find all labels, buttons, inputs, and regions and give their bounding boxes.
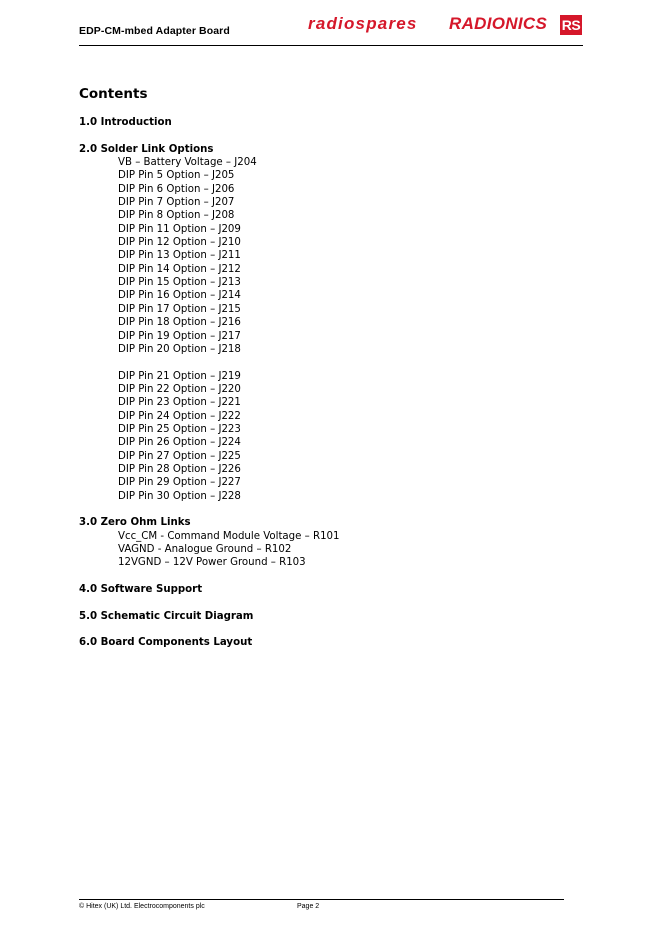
toc-entry: DIP Pin 20 Option – J218 <box>118 343 241 355</box>
toc-spacer <box>79 570 559 583</box>
radionics-logo: RADIONICS <box>449 14 548 33</box>
toc-section-title: 5.0 Schematic Circuit Diagram <box>79 610 254 622</box>
toc-entry: DIP Pin 13 Option – J211 <box>118 250 241 262</box>
toc-spacer <box>79 623 559 636</box>
toc-entry: DIP Pin 29 Option – J227 <box>118 477 241 489</box>
toc-entry: 12VGND – 12V Power Ground – R103 <box>118 557 306 569</box>
toc-entry: DIP Pin 15 Option – J213 <box>118 277 241 289</box>
toc-entry: DIP Pin 19 Option – J217 <box>118 330 241 342</box>
toc-entry: DIP Pin 18 Option – J216 <box>118 317 241 329</box>
toc-section-title: 2.0 Solder Link Options <box>79 143 214 155</box>
table-of-contents <box>79 116 559 650</box>
toc-entry: DIP Pin 6 Option – J206 <box>118 183 235 195</box>
toc-entry: VB – Battery Voltage – J204 <box>118 157 257 169</box>
toc-spacer <box>79 503 559 516</box>
toc-entry: DIP Pin 12 Option – J210 <box>118 237 241 249</box>
toc-entry: DIP Pin 5 Option – J205 <box>118 170 235 182</box>
toc-entry: DIP Pin 28 Option – J226 <box>118 463 241 475</box>
toc-entry: DIP Pin 21 Option – J219 <box>118 370 241 382</box>
toc-spacer <box>79 596 559 609</box>
toc-entry: DIP Pin 22 Option – J220 <box>118 383 241 395</box>
toc-entry: DIP Pin 23 Option – J221 <box>118 397 241 409</box>
footer-copyright: © Hitex (UK) Ltd. Electrocomponents plc <box>79 903 205 910</box>
toc-entry: DIP Pin 27 Option – J225 <box>118 450 241 462</box>
rs-logo-icon: RS <box>561 17 581 33</box>
toc-section-title: 4.0 Software Support <box>79 584 203 596</box>
toc-entry: DIP Pin 24 Option – J222 <box>118 410 241 422</box>
toc-entry: DIP Pin 11 Option – J209 <box>118 223 241 235</box>
toc-entry: DIP Pin 7 Option – J207 <box>118 197 235 209</box>
toc-entry: DIP Pin 26 Option – J224 <box>118 437 241 449</box>
toc-spacer <box>79 356 559 369</box>
toc-section-title: 3.0 Zero Ohm Links <box>79 517 191 529</box>
toc-section-title: 1.0 Introduction <box>79 117 172 128</box>
toc-entry: DIP Pin 17 Option – J215 <box>118 303 241 315</box>
page-number: Page 2 <box>297 903 320 910</box>
contents-heading: Contents <box>79 86 148 102</box>
toc-spacer <box>79 129 559 142</box>
toc-entry: DIP Pin 25 Option – J223 <box>118 423 241 435</box>
toc-section-title: 6.0 Board Components Layout <box>79 637 253 649</box>
toc-entry: DIP Pin 30 Option – J228 <box>118 490 241 502</box>
header-divider <box>79 45 583 46</box>
footer-divider <box>79 899 564 900</box>
toc-entry: Vcc_CM - Command Module Voltage – R101 <box>118 530 340 542</box>
radiospares-logo: radiospares <box>308 14 418 33</box>
toc-entry: VAGND - Analogue Ground – R102 <box>118 544 292 555</box>
toc-entry: DIP Pin 14 Option – J212 <box>118 263 241 275</box>
document-title: EDP-CM-mbed Adapter Board <box>79 25 230 37</box>
toc-entry: DIP Pin 16 Option – J214 <box>118 290 241 302</box>
toc-entry: DIP Pin 8 Option – J208 <box>118 210 235 222</box>
